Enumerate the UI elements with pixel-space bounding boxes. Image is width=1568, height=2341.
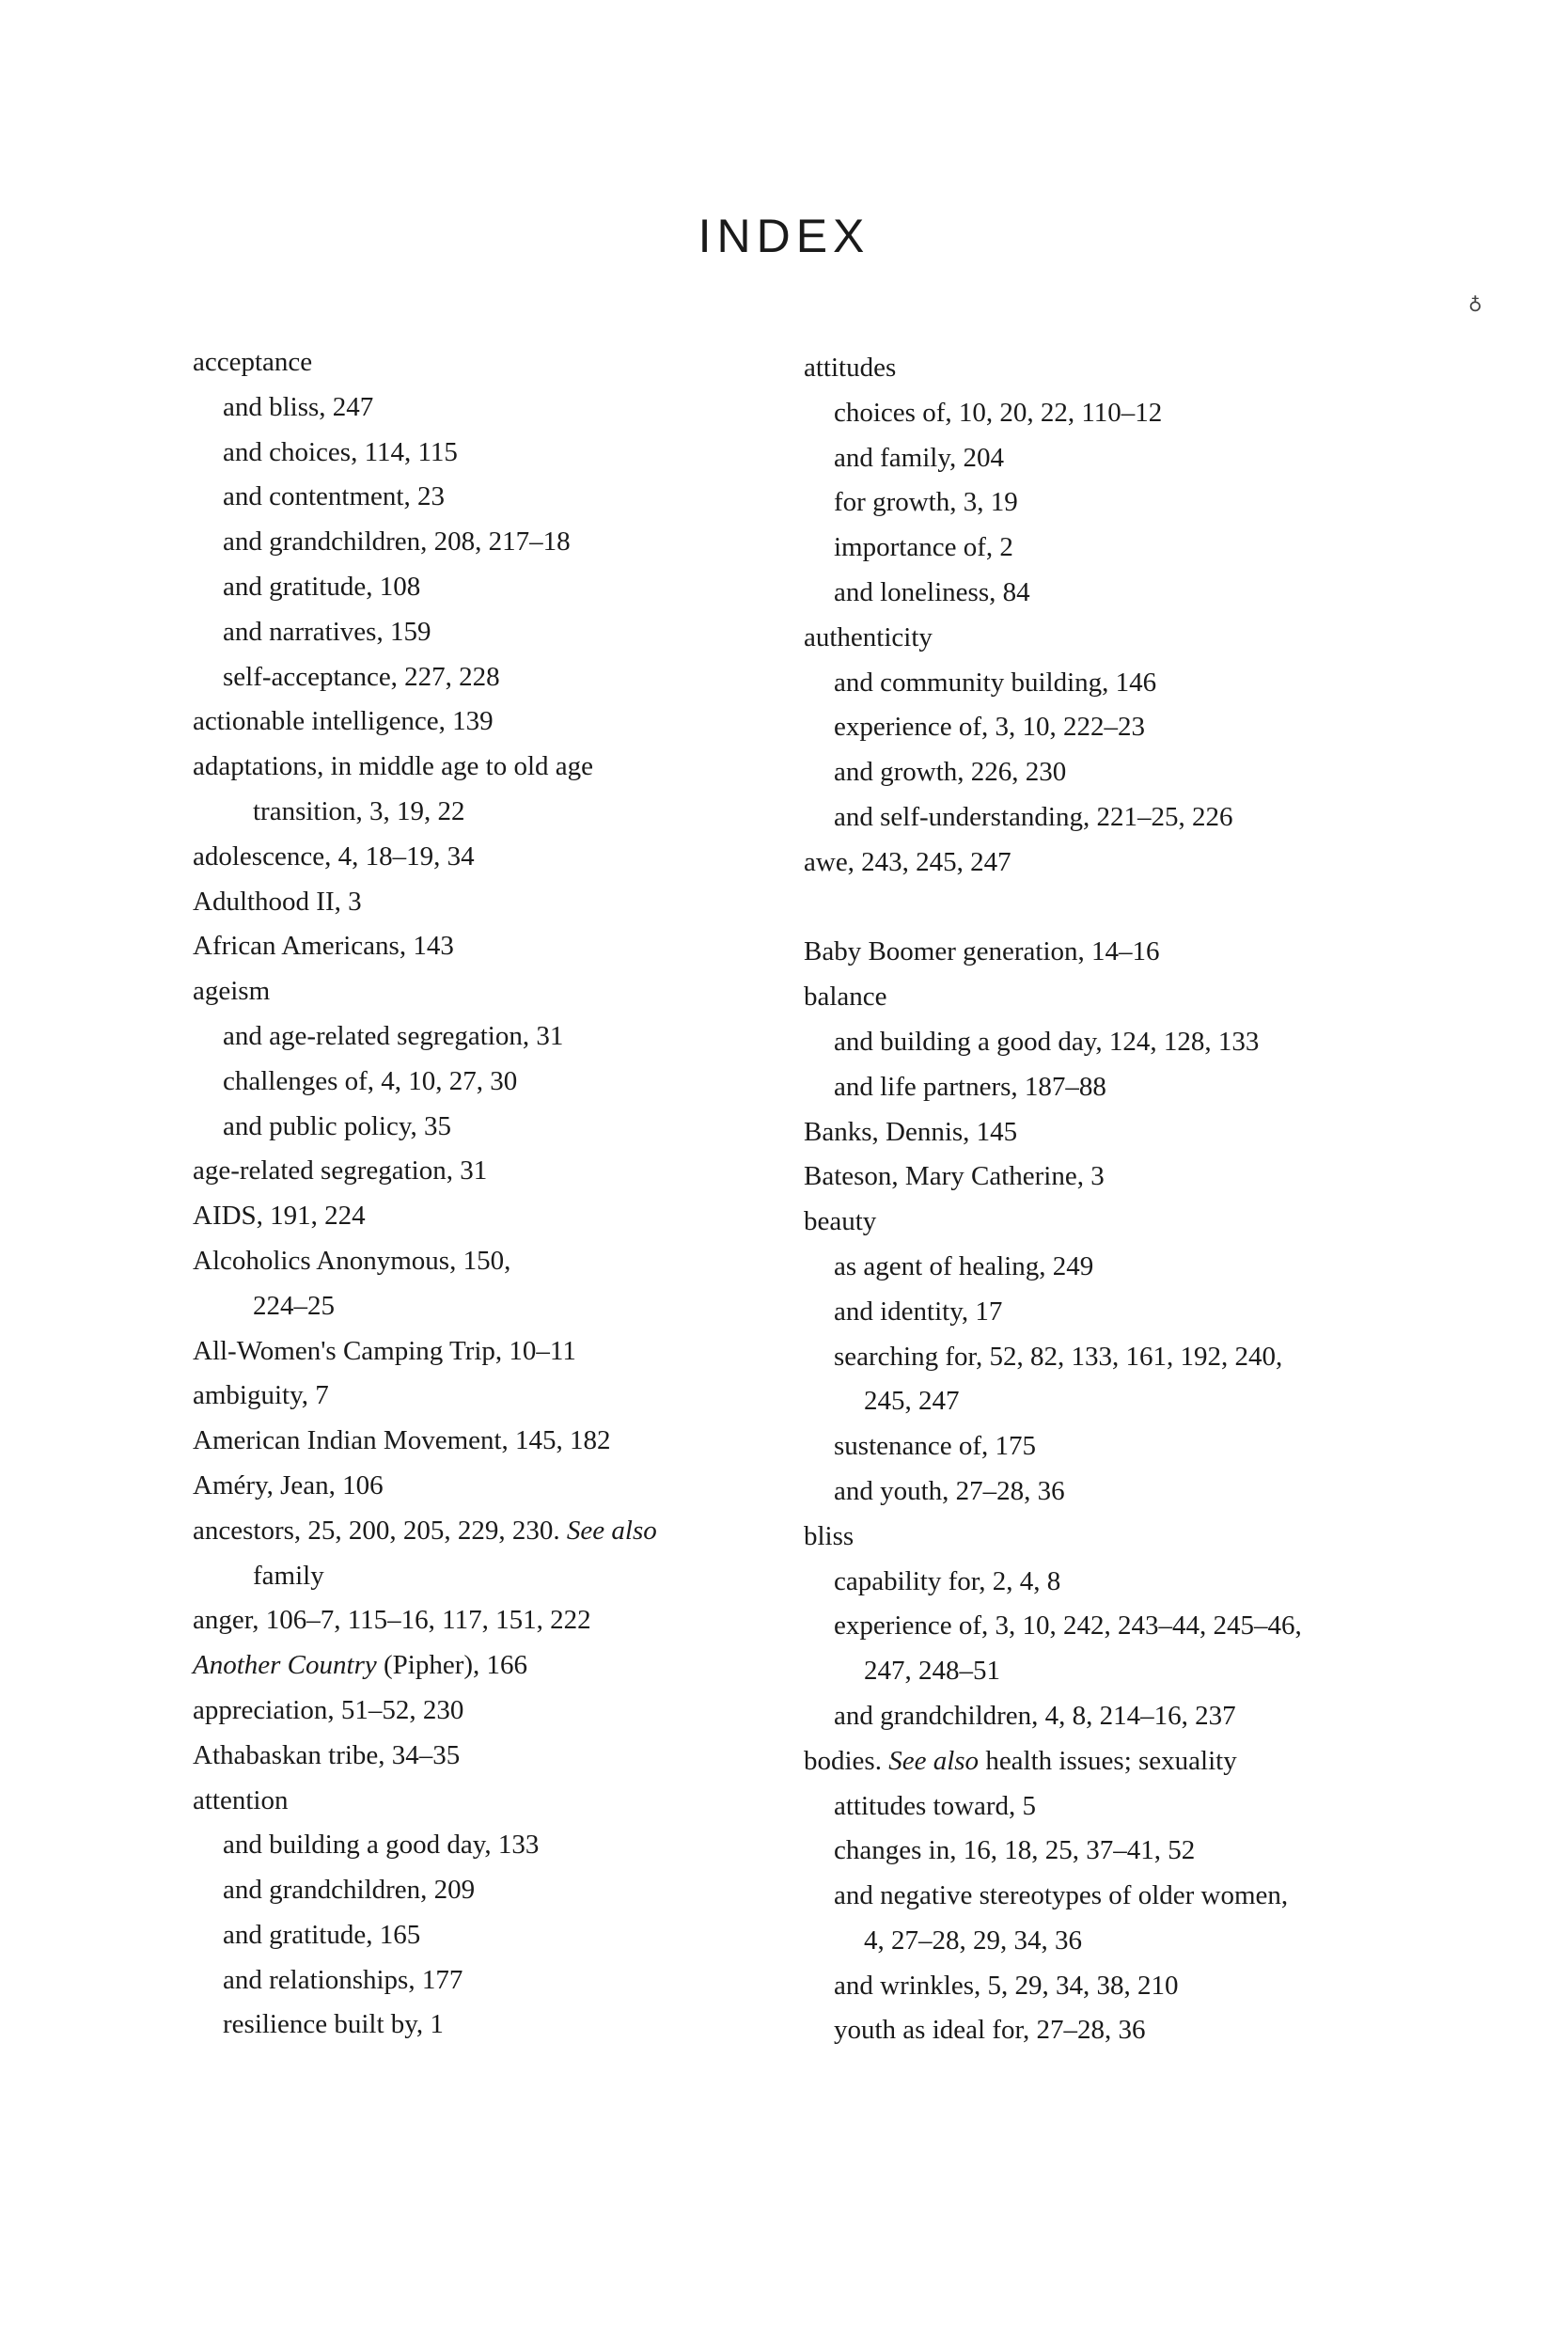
index-text: ancestors, 25, 200, 205, 229, 230.	[193, 1515, 560, 1546]
index-italic-text: See also	[888, 1745, 980, 1776]
index-text: searching for, 52, 82, 133, 161, 192, 240,	[834, 1341, 1283, 1372]
index-subentry	[804, 750, 1405, 795]
index-text: age-related segregation, 31	[193, 1155, 488, 1186]
index-text: and identity, 17	[834, 1296, 1003, 1327]
index-subentry	[193, 385, 794, 431]
index-text: acceptance	[193, 347, 313, 377]
index-text: changes in, 16, 18, 25, 37–41, 52	[834, 1835, 1196, 1866]
index-subentry	[804, 661, 1405, 706]
index-text: self-acceptance, 227, 228	[223, 661, 500, 692]
index-text: family	[253, 1560, 324, 1591]
index-column-right	[804, 346, 1405, 2053]
index-text: experience of, 3, 10, 242, 243–44, 245–46,	[834, 1610, 1302, 1642]
index-text: All-Women's Camping Trip, 10–11	[193, 1335, 576, 1366]
index-text: and choices, 114, 115	[223, 436, 458, 467]
index-subentry	[804, 1020, 1405, 1065]
index-text: sustenance of, 175	[834, 1431, 1037, 1462]
index-text: challenges of, 4, 10, 27, 30	[223, 1065, 518, 1096]
index-subentry	[804, 1694, 1405, 1739]
index-entry	[804, 1110, 1405, 1155]
index-subentry	[193, 1823, 794, 1868]
index-italic-text: Another Country	[193, 1650, 377, 1681]
index-entry	[804, 1200, 1405, 1245]
index-subentry	[804, 1604, 1405, 1649]
index-continuation	[193, 1554, 794, 1599]
index-entry	[193, 1643, 794, 1689]
index-text: actionable intelligence, 139	[193, 706, 494, 737]
index-subentry	[804, 1829, 1405, 1874]
index-text: balance	[804, 982, 887, 1013]
index-text: and life partners, 187–88	[834, 1071, 1106, 1102]
index-subentry	[193, 1014, 794, 1060]
index-continuation	[804, 1919, 1405, 1964]
index-subentry	[193, 1958, 794, 2003]
index-text: and public policy, 35	[223, 1110, 451, 1141]
index-text: and family, 204	[834, 442, 1004, 473]
index-entry	[193, 1194, 794, 1239]
index-text: beauty	[804, 1206, 877, 1237]
index-text: and grandchildren, 208, 217–18	[223, 526, 571, 558]
index-text: Alcoholics Anonymous, 150,	[193, 1245, 511, 1276]
index-entry	[193, 880, 794, 925]
index-entry	[193, 1734, 794, 1779]
index-text: anger, 106–7, 115–16, 117, 151, 222	[193, 1605, 591, 1636]
index-entry	[193, 1329, 794, 1375]
index-entry	[804, 841, 1405, 886]
index-subentry	[804, 1469, 1405, 1515]
index-text: AIDS, 191, 224	[193, 1201, 366, 1232]
index-text: resilience built by, 1	[223, 2009, 444, 2040]
index-entry	[804, 975, 1405, 1020]
index-entry	[193, 745, 794, 790]
index-text: adolescence, 4, 18–19, 34	[193, 841, 475, 872]
index-text: health issues; sexuality	[979, 1745, 1237, 1776]
index-text: adaptations, in middle age to old age	[193, 751, 594, 782]
index-entry	[804, 930, 1405, 975]
index-text: and youth, 27–28, 36	[834, 1475, 1065, 1506]
index-subentry	[804, 526, 1405, 571]
corner-mark-icon: ♁	[1468, 293, 1482, 316]
index-text: and loneliness, 84	[834, 576, 1030, 607]
index-subentry	[193, 475, 794, 520]
index-text: and narratives, 159	[223, 616, 431, 647]
index-text: awe, 243, 245, 247	[804, 846, 1011, 877]
index-text: attitudes toward, 5	[834, 1790, 1037, 1821]
index-text: ageism	[193, 976, 271, 1007]
index-entry	[804, 1515, 1405, 1560]
index-text: Adulthood II, 3	[193, 886, 362, 917]
index-continuation	[193, 1284, 794, 1329]
index-subentry	[804, 1424, 1405, 1469]
index-text: capability for, 2, 4, 8	[834, 1565, 1061, 1596]
index-text: and bliss, 247	[223, 391, 374, 422]
index-text: appreciation, 51–52, 230	[193, 1694, 464, 1725]
index-column-left	[193, 340, 794, 2048]
index-subentry	[193, 1868, 794, 1913]
index-subentry	[193, 1105, 794, 1150]
index-entry	[193, 1464, 794, 1509]
index-text: experience of, 3, 10, 222–23	[834, 712, 1145, 743]
index-entry	[804, 616, 1405, 661]
index-subentry	[193, 610, 794, 655]
index-subentry	[804, 571, 1405, 616]
index-text: choices of, 10, 20, 22, 110–12	[834, 397, 1163, 428]
index-text: 4, 27–28, 29, 34, 36	[864, 1925, 1082, 1956]
index-subentry	[804, 1245, 1405, 1290]
index-text: attention	[193, 1784, 289, 1815]
index-text: American Indian Movement, 145, 182	[193, 1425, 611, 1456]
index-subentry	[804, 1290, 1405, 1335]
index-text: 224–25	[253, 1290, 335, 1321]
index-text: attitudes	[804, 353, 897, 383]
page-title: INDEX	[698, 210, 870, 262]
index-entry	[804, 1155, 1405, 1200]
index-subentry	[804, 2008, 1405, 2053]
index-text: Bateson, Mary Catherine, 3	[804, 1161, 1105, 1192]
index-subentry	[804, 436, 1405, 481]
index-text: bliss	[804, 1520, 855, 1551]
index-text: and wrinkles, 5, 29, 34, 38, 210	[834, 1970, 1179, 2001]
index-text: African Americans, 143	[193, 931, 454, 962]
index-entry	[193, 1239, 794, 1284]
index-italic-text: See also	[566, 1515, 657, 1546]
index-subentry	[804, 705, 1405, 750]
index-entry	[193, 969, 794, 1014]
index-text: for growth, 3, 19	[834, 487, 1018, 518]
index-continuation	[804, 1379, 1405, 1424]
index-subentry	[193, 431, 794, 476]
index-text: Baby Boomer generation, 14–16	[804, 936, 1160, 967]
index-text: authenticity	[804, 621, 933, 652]
index-subentry	[804, 1784, 1405, 1830]
index-text: Améry, Jean, 106	[193, 1469, 384, 1500]
index-text: and age-related segregation, 31	[223, 1020, 564, 1051]
index-subentry	[193, 565, 794, 610]
index-subentry	[193, 1060, 794, 1105]
index-entry	[193, 1149, 794, 1194]
index-entry	[193, 1509, 794, 1554]
index-text: Banks, Dennis, 145	[804, 1116, 1018, 1147]
index-entry	[193, 1689, 794, 1734]
index-entry	[193, 924, 794, 969]
index-text: and relationships, 177	[223, 1964, 463, 1995]
index-continuation	[804, 1649, 1405, 1694]
index-subentry	[804, 1065, 1405, 1110]
index-text: as agent of healing, 249	[834, 1250, 1094, 1281]
index-text: and building a good day, 124, 128, 133	[834, 1026, 1260, 1057]
index-subentry	[193, 1913, 794, 1958]
index-subentry	[804, 1964, 1405, 2009]
index-text: and self-understanding, 221–25, 226	[834, 801, 1233, 832]
index-text: importance of, 2	[834, 532, 1013, 563]
index-text: and gratitude, 108	[223, 571, 421, 602]
index-subentry	[193, 655, 794, 700]
index-text: 245, 247	[864, 1386, 960, 1417]
index-text: bodies.	[804, 1745, 882, 1776]
index-text: Athabaskan tribe, 34–35	[193, 1739, 461, 1770]
index-text: ambiguity, 7	[193, 1380, 329, 1411]
index-subentry	[193, 520, 794, 565]
index-subentry	[804, 391, 1405, 436]
section-gap	[804, 886, 1405, 931]
index-subentry	[804, 1335, 1405, 1380]
index-subentry	[804, 795, 1405, 841]
index-entry	[193, 340, 794, 385]
index-subentry	[804, 1874, 1405, 1919]
index-continuation	[193, 790, 794, 835]
index-subentry	[193, 2003, 794, 2048]
index-text: transition, 3, 19, 22	[253, 795, 465, 826]
index-text: and community building, 146	[834, 667, 1157, 698]
index-entry	[193, 1779, 794, 1824]
index-text: and building a good day, 133	[223, 1830, 540, 1861]
index-entry	[193, 1374, 794, 1419]
index-text: and negative stereotypes of older women,	[834, 1880, 1289, 1911]
index-text: and growth, 226, 230	[834, 757, 1067, 788]
index-text: and grandchildren, 209	[223, 1875, 476, 1906]
index-entry	[804, 346, 1405, 391]
index-entry	[193, 699, 794, 745]
index-text: and contentment, 23	[223, 481, 445, 512]
index-entry	[193, 835, 794, 880]
index-text: 247, 248–51	[864, 1656, 1000, 1687]
index-subentry	[804, 1560, 1405, 1605]
index-text: and grandchildren, 4, 8, 214–16, 237	[834, 1700, 1236, 1731]
index-subentry	[804, 480, 1405, 526]
index-entry	[193, 1419, 794, 1464]
index-text: and gratitude, 165	[223, 1919, 421, 1950]
index-text: youth as ideal for, 27–28, 36	[834, 2015, 1146, 2046]
index-entry	[193, 1598, 794, 1643]
index-text: (Pipher), 166	[376, 1650, 528, 1681]
index-entry	[804, 1739, 1405, 1784]
